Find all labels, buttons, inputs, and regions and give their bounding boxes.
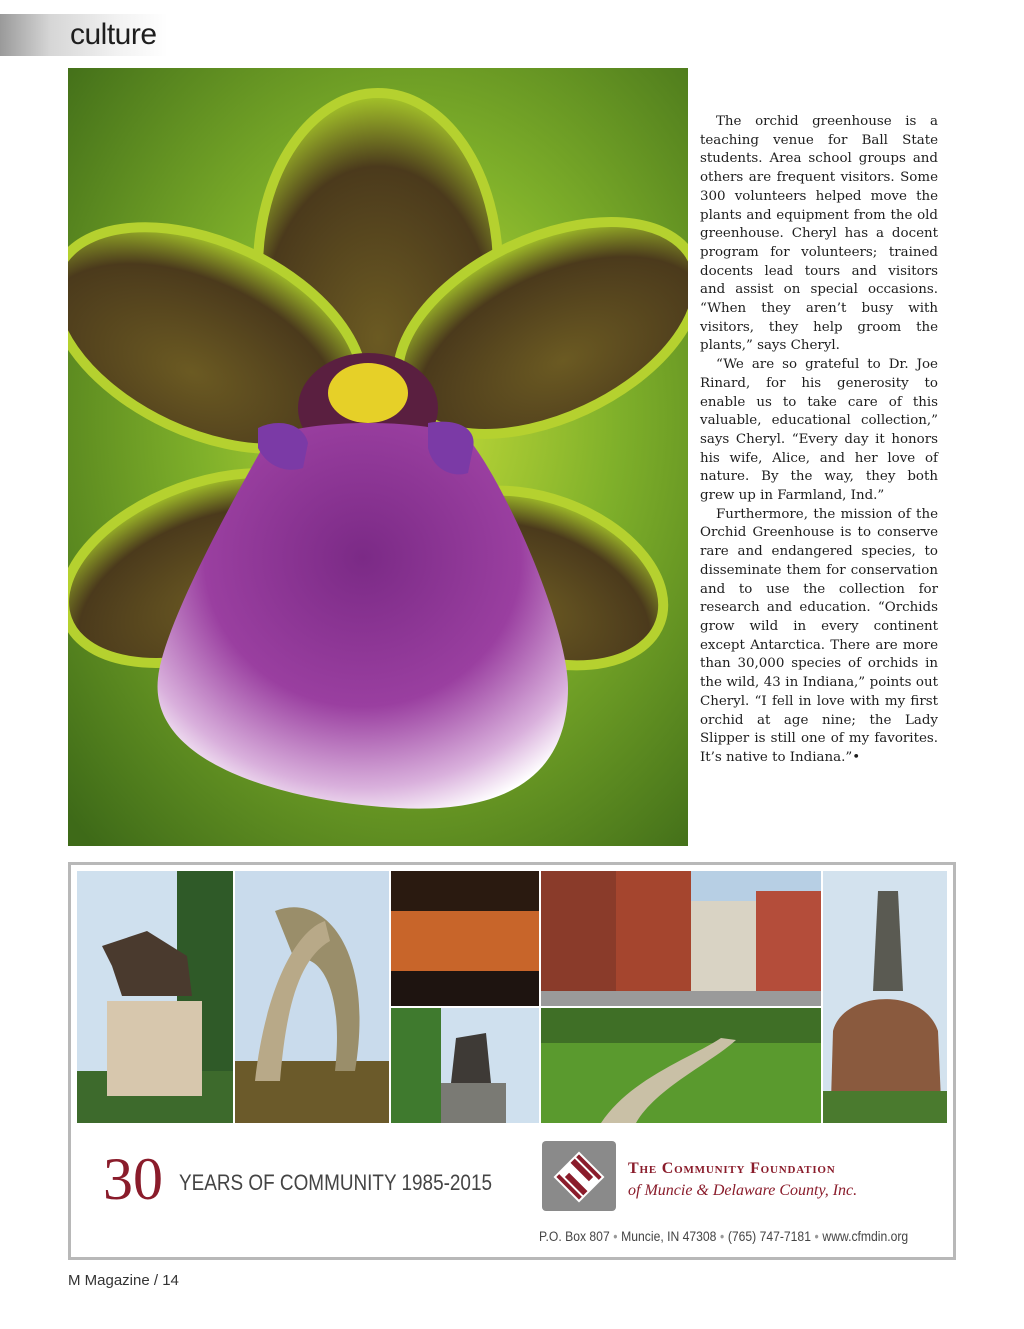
bullet-separator: •: [613, 1229, 618, 1244]
contact-line: [539, 1229, 908, 1244]
collage-chief-statue: [823, 871, 947, 1123]
foundation-logo-icon: [542, 1141, 616, 1211]
article-paragraph-3: Furthermore, the mission of the Orchid Greenhouse is to conserve rare and endangered species, to disseminate them for conservation and to use the collection for research and education. “Orchids grow wild in every continent except Antarctica. There are more than 30,000 species of orchids in the wild, 43 in Indiana,” points out Cheryl. “I fell in love with my first orchid at age nine; the Lady Slipper is still one of my favorites. It’s native to Indiana.”•: [700, 506, 938, 765]
foundation-subtitle: of Muncie & Delaware County, Inc.: [628, 1182, 858, 1199]
foundation-name: The Community Foundation: [628, 1160, 836, 1177]
article-paragraph-1: The orchid greenhouse is a teaching venue for Ball State students. Area school groups and others are frequent visitors. Some 300 volunteers helped move the plants and equipment from the old greenhouse. Cheryl has a docent program for volunteers; trained docents lead tours and visitors and assist on special occasions. “When they aren’t busy with visitors, they help groom the plants,” says Cheryl.: [700, 114, 938, 354]
city: Muncie, IN 47308: [621, 1229, 717, 1244]
collage-sculpture: [235, 871, 389, 1123]
article-body: [700, 113, 938, 768]
section-label: culture: [70, 18, 157, 51]
orchid-illustration: [68, 68, 688, 846]
po-box: P.O. Box 807: [539, 1229, 610, 1244]
bullet-separator: •: [719, 1229, 725, 1244]
orchid-photo: [68, 68, 688, 846]
photo-collage: [77, 871, 947, 1123]
article-paragraph-2: “We are so grateful to Dr. Joe Rinard, for his generosity to enable us to take care of this valuable, educational collection,” says Cheryl. “Every day it honors his wife, Alice, and her love of nature. By the way, they both grew up in Farmland, Ind.”: [700, 357, 938, 504]
collage-horse-statue: [77, 871, 233, 1123]
foundation-logo: [542, 1141, 616, 1211]
bullet-separator: •: [814, 1229, 819, 1244]
community-foundation-ad[interactable]: [68, 862, 956, 1260]
phone: (765) 747-7181: [727, 1229, 811, 1244]
collage-seated-statue: [391, 1008, 539, 1123]
collage-downtown: [541, 871, 821, 1006]
collage-concert: [391, 871, 539, 1006]
page-footer: M Magazine / 14: [68, 1272, 179, 1289]
anniversary-number: 30: [103, 1146, 163, 1212]
anniversary-tagline: YEARS OF COMMUNITY 1985-2015: [179, 1170, 492, 1195]
website-link[interactable]: www.cfmdin.org: [822, 1229, 909, 1244]
collage-park-path: [541, 1008, 821, 1123]
